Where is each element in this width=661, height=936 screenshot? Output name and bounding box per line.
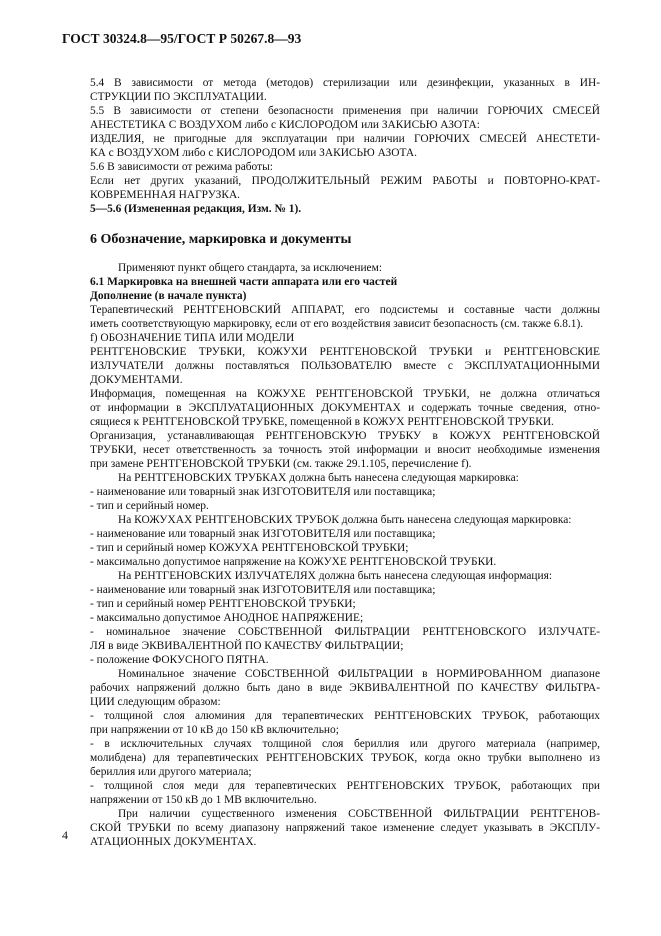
text-line: На РЕНТГЕНОВСКИХ ИЗЛУЧАТЕЛЯХ должна быть нанесена следующая информация: [118, 570, 553, 582]
list-item: - наименование или товарный знак ИЗГОТОВИТЕЛЯ или поставщика; [90, 584, 436, 596]
list-item: - толщиной слоя меди для терапевтических РЕНТГЕНОВСКИХ ТРУБОК, работающих при [90, 780, 600, 792]
text-line: Применяют пункт общего стандарта, за исключением: [118, 262, 382, 274]
text-line: 5.6 В зависимости от режима работы: [90, 161, 273, 173]
text-line: РЕНТГЕНОВСКИЕ ТРУБКИ, КОЖУХИ РЕНТГЕНОВСКОЙ ТРУБКИ и РЕНТГЕНОВСКИЕ [90, 346, 600, 358]
text-line: СКОЙ ТРУБКИ по всему диапазону напряжений такое изменение следует указывать в ЭКСПЛУ- [90, 822, 600, 834]
text-line: напряжении от 150 кВ до 1 МВ включительно. [90, 794, 317, 806]
text-line: Организация, устанавливающая РЕНТГЕНОВСКУЮ ТРУБКУ в КОЖУХ РЕНТГЕНОВСКОЙ [90, 430, 600, 442]
text-line: 5.5 В зависимости от степени безопасности применения при наличии ГОРЮЧИХ СМЕСЕЙ [90, 105, 600, 117]
list-item: - положение ФОКУСНОГО ПЯТНА. [90, 654, 269, 666]
section-title: 6 Обозначение, маркировка и документы [90, 232, 352, 247]
text-line: сящиеся к РЕНТГЕНОВСКОЙ ТРУБКЕ, помещенной в КОЖУХ РЕНТГЕНОВСКОЙ ТРУБКИ. [90, 416, 554, 428]
list-item: - тип и серийный номер. [90, 500, 209, 512]
text-line: АТАЦИОННЫХ ДОКУМЕНТАХ. [90, 836, 257, 848]
text-line: бериллия или другого материала; [90, 766, 252, 778]
text-line: ИЗЛУЧАТЕЛИ должны поставляться ПОЛЬЗОВАТЕЛЮ вместе с ЭКСПЛУАТАЦИОННЫМИ [90, 360, 600, 372]
text-line: Если нет других указаний, ПРОДОЛЖИТЕЛЬНЫЙ РЕЖИМ РАБОТЫ и ПОВТОРНО-КРАТ- [90, 175, 600, 187]
text-line: АНЕСТЕТИКА С ВОЗДУХОМ либо с КИСЛОРОДОМ или ЗАКИСЬЮ АЗОТА: [90, 119, 480, 131]
list-item: - тип и серийный номер РЕНТГЕНОВСКОЙ ТРУБКИ; [90, 598, 356, 610]
text-line: На КОЖУХАХ РЕНТГЕНОВСКИХ ТРУБОК должна быть нанесена следующая маркировка: [118, 514, 572, 526]
text-line: 5.4 В зависимости от метода (методов) стерилизации или дезинфекции, указанных в ИН- [90, 77, 600, 89]
text-line: КА с ВОЗДУХОМ либо с КИСЛОРОДОМ или ЗАКИСЬЮ АЗОТА. [90, 147, 417, 159]
text-line: иметь соответствующую маркировку, если от его воздействия зависит безопасность (см. также 6.8.1). [90, 318, 584, 330]
page-number: 4 [62, 828, 68, 842]
text-line: КОВРЕМЕННАЯ НАГРУЗКА. [90, 189, 241, 201]
list-item: - наименование или товарный знак ИЗГОТОВИТЕЛЯ или поставщика; [90, 486, 436, 498]
text-line: при напряжении от 10 кВ до 150 кВ включительно; [90, 724, 339, 736]
text-line: Дополнение (в начале пункта) [90, 290, 247, 302]
document-header: ГОСТ 30324.8—95/ГОСТ Р 50267.8—93 [62, 31, 302, 46]
text-line: ЛЯ в виде ЭКВИВАЛЕНТНОЙ ПО КАЧЕСТВУ ФИЛЬТРАЦИИ; [90, 640, 404, 652]
text-line: ЦИИ следующим образом: [90, 696, 221, 708]
text-line: ИЗДЕЛИЯ, не пригодные для эксплуатации при наличии ГОРЮЧИХ СМЕСЕЙ АНЕСТЕТИ- [90, 133, 600, 145]
text-line: при замене РЕНТГЕНОВСКОЙ ТРУБКИ (см. также 29.1.105, перечисление f). [90, 458, 472, 470]
text-line: ДОКУМЕНТАМИ. [90, 374, 183, 386]
text-line: Информация, помещенная на КОЖУХЕ РЕНТГЕНОВСКОЙ ТРУБКИ, не должна отличаться [90, 388, 600, 400]
text-line: ТРУБКИ, несет ответственность за точность этой информации и вносит необходимые изменения [90, 444, 600, 456]
text-line: молибдена) для терапевтических РЕНТГЕНОВСКИХ ТРУБОК, когда окно трубки выполнено из [90, 752, 600, 764]
amendment-note: 5—5.6 (Измененная редакция, Изм. № 1). [90, 203, 302, 215]
subsection-title: 6.1 Маркировка на внешней части аппарата или его частей [90, 276, 398, 288]
text-line: Номинальное значение СОБСТВЕННОЙ ФИЛЬТРАЦИИ в НОРМИРОВАННОМ диапазоне [118, 668, 600, 680]
text-line: При наличии существенного изменения СОБСТВЕННОЙ ФИЛЬТРАЦИИ РЕНТГЕНОВ- [118, 808, 600, 820]
list-item: - максимально допустимое АНОДНОЕ НАПРЯЖЕНИЕ; [90, 612, 364, 624]
list-item: - толщиной слоя алюминия для терапевтических РЕНТГЕНОВСКИХ ТРУБОК, работающих [90, 710, 600, 722]
list-item: - тип и серийный номер КОЖУХА РЕНТГЕНОВСКОЙ ТРУБКИ; [90, 542, 409, 554]
list-item: - наименование или товарный знак ИЗГОТОВИТЕЛЯ или поставщика; [90, 528, 436, 540]
list-item: - номинальное значение СОБСТВЕННОЙ ФИЛЬТРАЦИИ РЕНТГЕНОВСКОГО ИЗЛУЧАТЕ- [90, 626, 600, 638]
text-line: На РЕНТГЕНОВСКИХ ТРУБКАХ должна быть нанесена следующая маркировка: [118, 472, 519, 484]
text-line: рабочих напряжений должно быть дано в виде ЭКВИВАЛЕНТНОЙ ПО КАЧЕСТВУ ФИЛЬТРА- [90, 682, 600, 694]
text-line: Терапевтический РЕНТГЕНОВСКИЙ АППАРАТ, его подсистемы и составные части должны [90, 304, 600, 316]
text-line: от информации в ЭКСПЛУАТАЦИОННЫХ ДОКУМЕНТАХ и содержать точные сведения, отно- [90, 402, 600, 414]
list-item: - максимально допустимое напряжение на КОЖУХЕ РЕНТГЕНОВСКОЙ ТРУБКИ. [90, 556, 497, 568]
text-line: f) ОБОЗНАЧЕНИЕ ТИПА ИЛИ МОДЕЛИ [90, 332, 295, 344]
text-line: СТРУКЦИИ ПО ЭКСПЛУАТАЦИИ. [90, 91, 267, 103]
list-item: - в исключительных случаях толщиной слоя бериллия или другого материала (например, [90, 738, 600, 750]
